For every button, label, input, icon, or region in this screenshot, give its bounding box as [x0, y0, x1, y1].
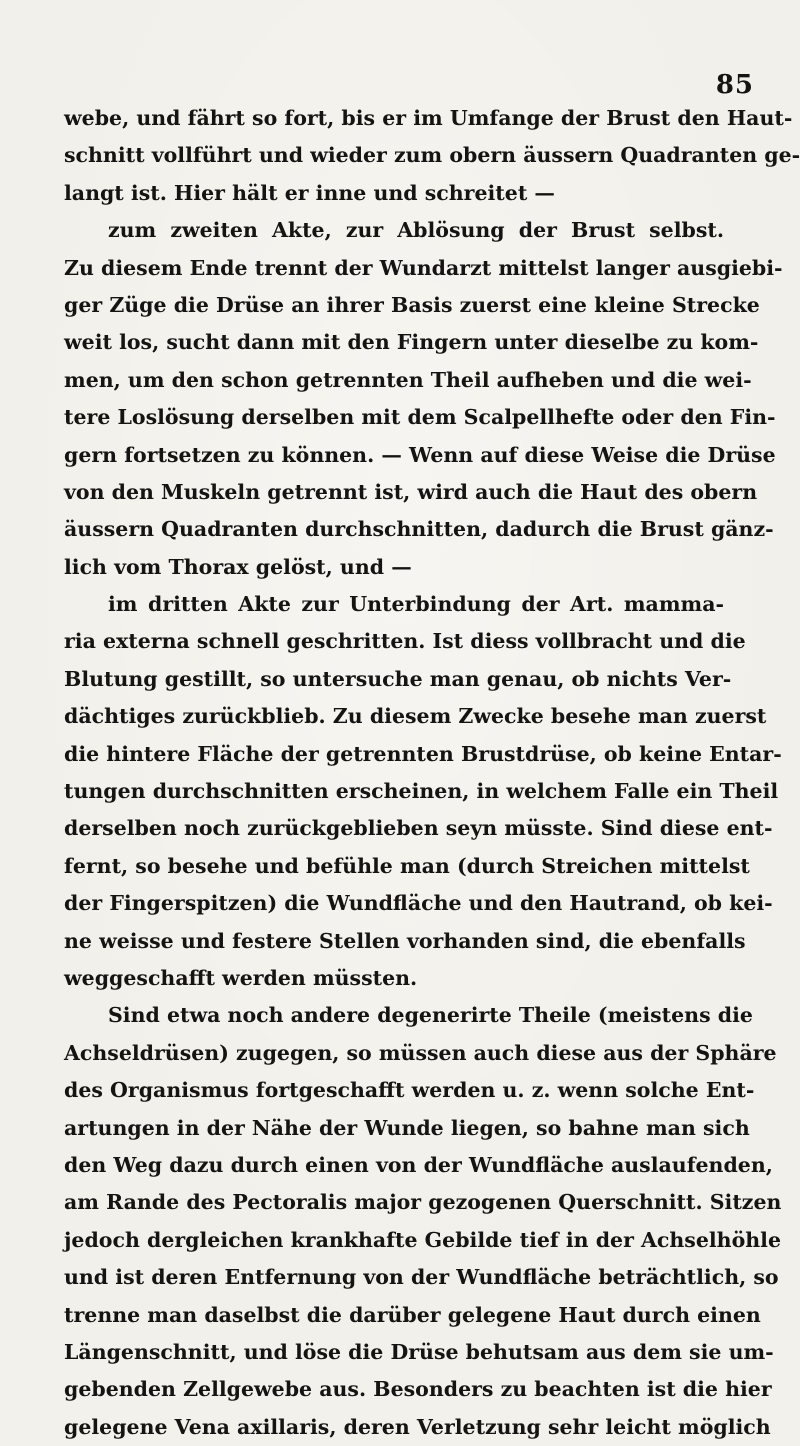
text-line: dächtiges zurückblieb. Zu diesem Zwecke besehe man zuerst [64, 704, 767, 729]
text-line: von den Muskeln getrennt ist, wird auch die Haut des obern [64, 479, 758, 504]
text-line: men, um den schon getrennten Theil aufheben und die wei- [64, 367, 752, 392]
text-line: Achseldrüsen) zugegen, so müssen auch diese aus der Sphäre [64, 1040, 777, 1065]
text-line: am Rande des Pectoralis major gezogenen Querschnitt. Sitzen [64, 1190, 782, 1215]
text-line: webe, und fährt so fort, bis er im Umfange der Brust den Haut- [64, 106, 793, 130]
text-line: tere Loslösung derselben mit dem Scalpellhefte oder den Fin- [64, 405, 776, 430]
text-line: gebenden Zellgewebe aus. Besonders zu beachten ist die hier [64, 1377, 772, 1402]
text-line: ria externa schnell geschritten. Ist diess vollbracht und die [64, 629, 746, 654]
text-line: Blutung gestillt, so untersuche man genau, ob nichts Ver- [64, 666, 732, 691]
text-line: und ist deren Entfernung von der Wundfläche beträchtlich, so [64, 1265, 779, 1290]
text-line: Zu diesem Ende trennt der Wundarzt mittelst langer ausgiebi- [64, 255, 783, 280]
text-line: die hintere Fläche der getrennten Brustdrüse, ob keine Entar- [64, 741, 782, 766]
text-line: derselben noch zurückgeblieben seyn müsste. Sind diese ent- [64, 816, 773, 841]
text-line: gern fortsetzen zu können. — Wenn auf diese Weise die Drüse [64, 442, 776, 467]
body-text [64, 100, 800, 1446]
text-line: jedoch dergleichen krankhafte Gebilde tief in der Achselhöhle [64, 1227, 781, 1252]
page-number: 85 [715, 70, 754, 100]
text-line-section-heading: zum zweiten Akte, zur Ablösung der Brust selbst. [108, 218, 724, 243]
text-line: ger Züge die Drüse an ihrer Basis zuerst eine kleine Strecke [64, 292, 760, 317]
text-line: langt ist. Hier hält er inne und schreitet — [64, 180, 555, 205]
text-line: fernt, so besehe und befühle man (durch Streichen mittelst [64, 853, 750, 878]
text-line: ne weisse und festere Stellen vorhanden sind, die ebenfalls [64, 928, 746, 953]
text-line-paragraph-start: Sind etwa noch andere degenerirte Theile (meistens die [108, 1003, 753, 1028]
text-line: des Organismus fortgeschafft werden u. z. wenn solche Ent- [64, 1078, 755, 1103]
text-line-section-heading: im dritten Akte zur Unterbindung der Art. mamma- [108, 592, 724, 617]
text-line: der Fingerspitzen) die Wundfläche und den Hautrand, ob kei- [64, 891, 773, 916]
text-line: trenne man daselbst die darüber gelegene Haut durch einen [64, 1302, 761, 1327]
text-line: weggeschafft werden müssten. [64, 965, 418, 990]
text-line: gelegene Vena axillaris, deren Verletzung sehr leicht möglich [64, 1414, 771, 1439]
text-line: weit los, sucht dann mit den Fingern unter dieselbe zu kom- [64, 330, 759, 355]
text-line: den Weg dazu durch einen von der Wundfläche auslaufenden, [64, 1152, 773, 1177]
text-line: tungen durchschnitten erscheinen, in welchem Falle ein Theil [64, 779, 779, 804]
text-line: schnitt vollführt und wieder zum obern äussern Quadranten ge- [64, 143, 800, 168]
text-line: artungen in der Nähe der Wunde liegen, so bahne man sich [64, 1115, 750, 1140]
text-line: äussern Quadranten durchschnitten, dadurch die Brust gänz- [64, 517, 774, 542]
text-line: lich vom Thorax gelöst, und — [64, 554, 412, 579]
text-line: Längenschnitt, und löse die Drüse behutsam aus dem sie um- [64, 1339, 774, 1364]
